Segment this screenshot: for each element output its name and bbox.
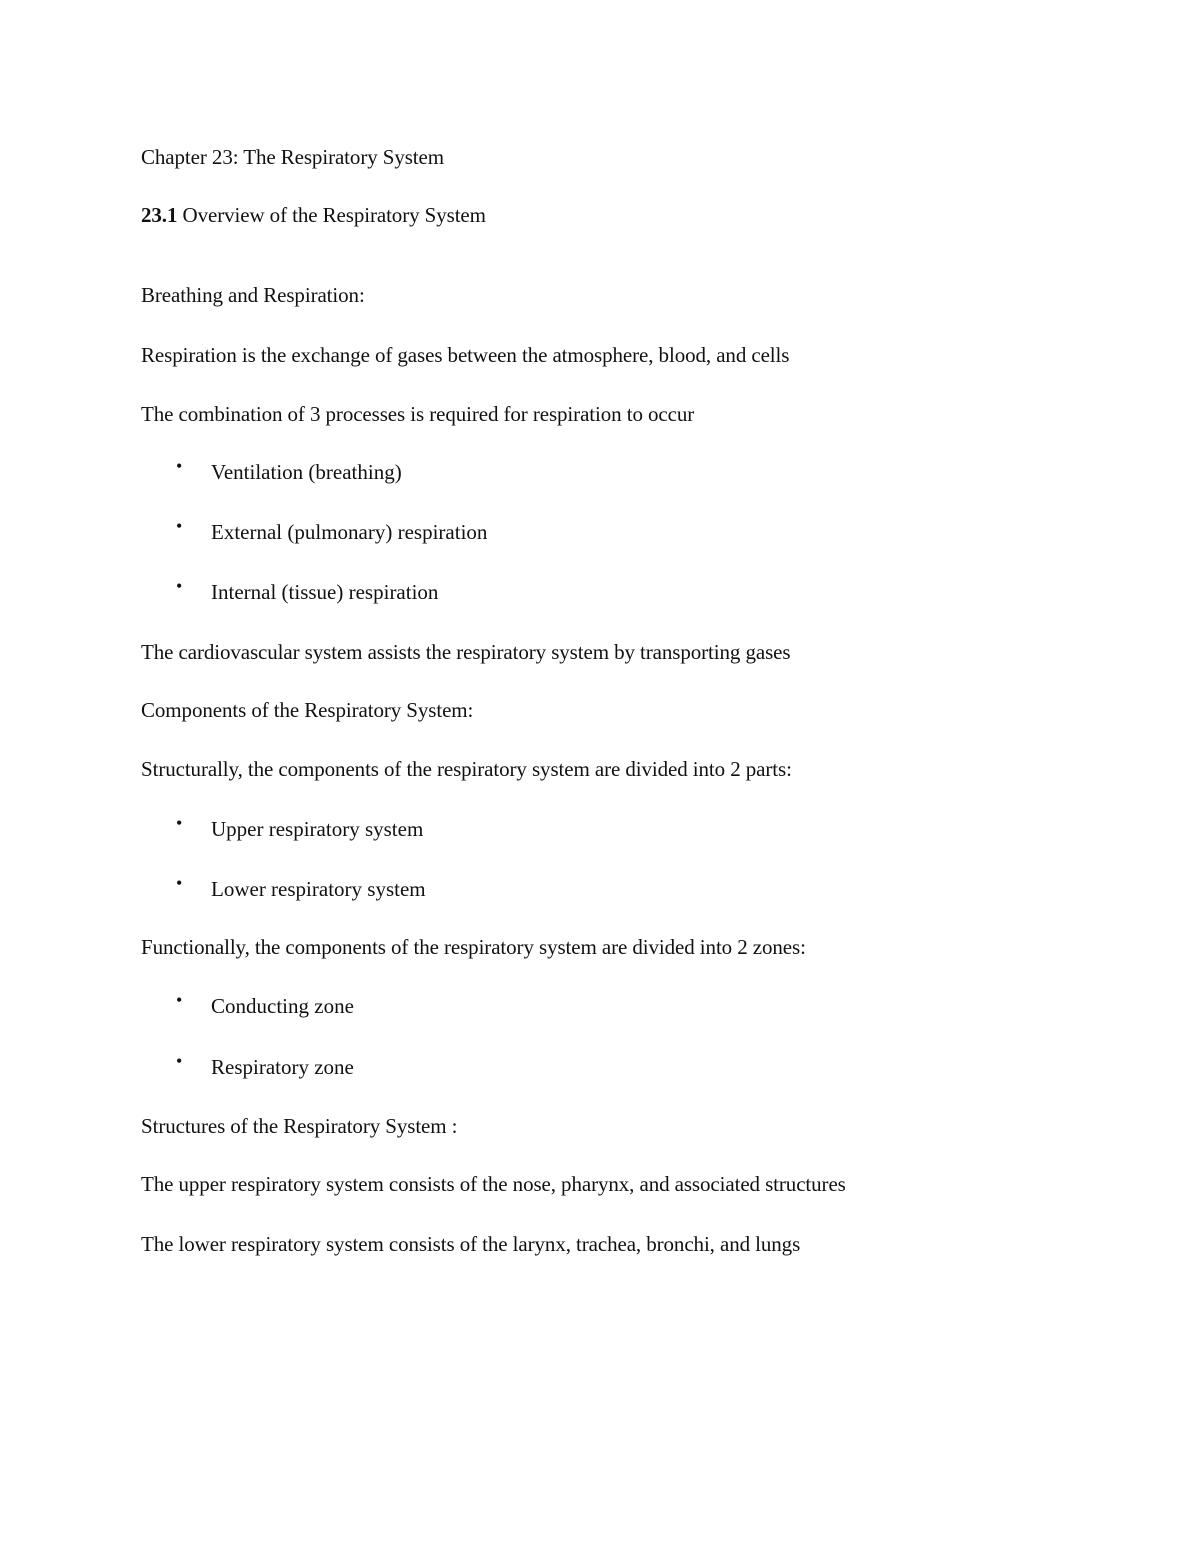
bullet-icon: • (176, 873, 183, 893)
list-item-text: Conducting zone (211, 994, 354, 1018)
bullet-icon: • (176, 813, 183, 833)
section-number: 23.1 (141, 203, 178, 227)
list-item-text: Internal (tissue) respiration (211, 580, 439, 604)
subheading-breathing: Breathing and Respiration: (141, 283, 365, 307)
bullet-icon: • (176, 1051, 183, 1071)
bullet-icon: • (176, 576, 183, 596)
paragraph-respiration-definition: Respiration is the exchange of gases between the atmosphere, blood, and cells (141, 343, 790, 367)
paragraph-lower-system: The lower respiratory system consists of the larynx, trachea, bronchi, and lungs (141, 1232, 801, 1256)
bullet-icon: • (176, 456, 183, 476)
chapter-title: Chapter 23: The Respiratory System (141, 145, 444, 169)
paragraph-cardiovascular: The cardiovascular system assists the respiratory system by transporting gases (141, 640, 791, 664)
section-heading (141, 201, 486, 229)
paragraph-structural: Structurally, the components of the respiratory system are divided into 2 parts: (141, 757, 792, 781)
list-item-text: External (pulmonary) respiration (211, 520, 488, 544)
list-item-text: Respiratory zone (211, 1055, 354, 1079)
paragraph-upper-system: The upper respiratory system consists of the nose, pharynx, and associated structures (141, 1172, 846, 1196)
paragraph-functional: Functionally, the components of the respiratory system are divided into 2 zones: (141, 935, 806, 959)
paragraph-three-processes: The combination of 3 processes is required for respiration to occur (141, 402, 695, 426)
list-item-text: Ventilation (breathing) (211, 460, 402, 484)
subheading-structures: Structures of the Respiratory System : (141, 1114, 458, 1138)
list-item-text: Upper respiratory system (211, 817, 424, 841)
list-item-text: Lower respiratory system (211, 877, 426, 901)
bullet-icon: • (176, 990, 183, 1010)
bullet-icon: • (176, 516, 183, 536)
section-title: Overview of the Respiratory System (182, 203, 486, 227)
subheading-components: Components of the Respiratory System: (141, 698, 474, 722)
